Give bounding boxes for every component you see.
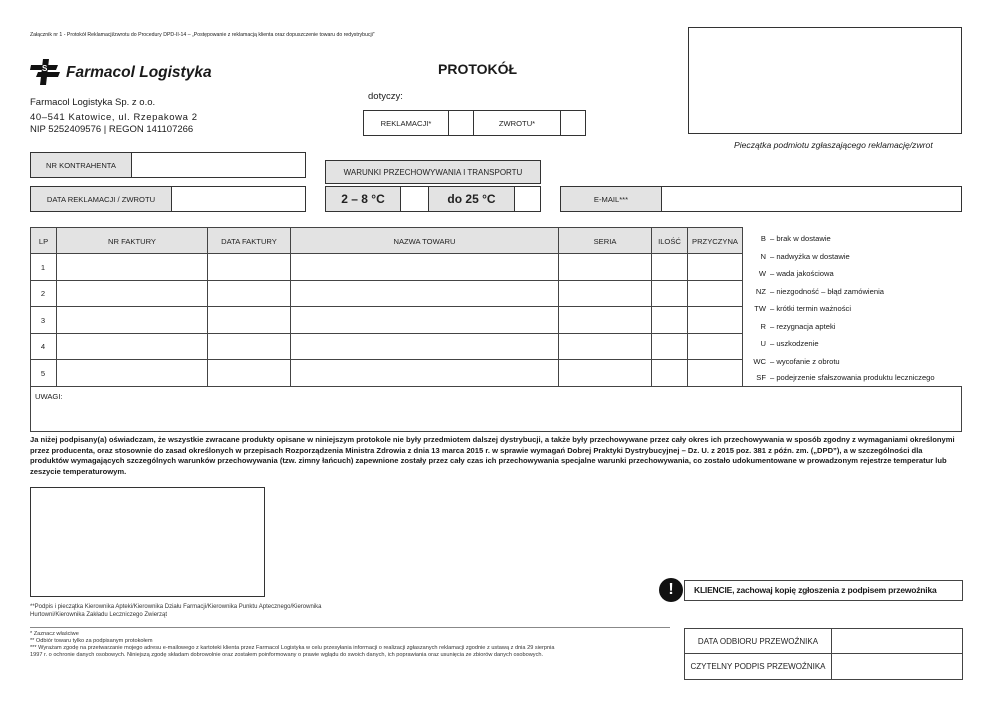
invoice-date-cell[interactable] [208, 254, 291, 280]
return-option-label: ZWROTU* [498, 118, 536, 128]
batch-cell[interactable] [559, 307, 652, 333]
table-row [30, 306, 742, 333]
column-header-lp: LP [31, 228, 57, 254]
storage-option-25: do 25 °C [429, 187, 515, 211]
legend-item [746, 265, 834, 282]
legend-item [746, 335, 819, 352]
column-header-reason: PRZYCZYNA [692, 236, 738, 246]
column-header-batch: SERIA [559, 228, 652, 254]
signature-caption: **Podpis i pieczątka Kierownika Apteki/Kierownika Działu Farmacji/Kierownika Punktu Aptecznego/Kierownika Hurtowni/Kierownika Zakładu Leczniczego Zwierząt [30, 604, 322, 618]
legend-code: N [760, 251, 766, 261]
reason-cell[interactable] [688, 281, 742, 307]
legend-text: – krótki termin ważności [770, 304, 852, 313]
legend-item [746, 230, 831, 247]
column-header-invoice-number: NR FAKTURY [57, 228, 208, 254]
legend-item [746, 248, 850, 265]
legend-code: SF [756, 373, 766, 382]
page-title: PROTOKÓŁ [438, 61, 518, 77]
attachment-note: Załącznik nr 1 - Protokół Reklamacji/zwrotu do Procedury DPD-II-14 – „Postępowanie z reklamacją klienta oraz dopuszczenie towaru do redystrybucji” [30, 32, 375, 38]
storage-conditions-options [325, 186, 541, 212]
company-address: 40–541 Katowice, ul. Rzepakowa 2 [30, 112, 198, 123]
carrier-signature-input[interactable] [832, 654, 962, 679]
batch-cell[interactable] [559, 281, 652, 307]
legend-code: B [760, 234, 766, 243]
carrier-signature-label: CZYTELNY PODPIS PRZEWOŹNIKA [685, 654, 832, 679]
footnote: ** Odbiór towaru tylko za podpisanym protokołem [30, 638, 153, 644]
company-logo-text: Farmacol Logistyka [66, 64, 212, 81]
product-name-cell[interactable] [291, 334, 559, 360]
legend-text: – niezgodność – błąd zamówienia [770, 286, 884, 296]
legend-code: NZ [755, 286, 766, 296]
table-row [30, 359, 742, 386]
legend-item [746, 283, 884, 300]
legend-item [746, 318, 835, 335]
declaration-text: Ja niżej podpisany(a) oświadczam, że wszystkie zwracane produkty opisane w niniejszym protokole nie były przedmiotem dalszej dystrybucji, a także były przechowywane przez cały okres ich przechowywania w sposób zgodny z wymaganiami określonymi przez producenta, oraz stosownie do zasad określonych w przepisach Rozporządzenia Ministra Zdrowia z dnia 13 marca 2015 r. w sprawie wymagań Dobrej Praktyki Dystrybucyjnej – Dz. U. z 2015 poz. 381 z późn. zm. („DPD”), a w szczególności dla produktów wymagających szczególnych warunków przechowywania (tzw. zimny łańcuch) zapewnione zostały przez cały czas ich przechowywania specjalne warunki przechowywania, co zostało udokumentowane w prowadzonym rejestrze temperatur lub zeszycie temperaturowym. [30, 435, 955, 477]
legend-text: – wada jakościowa [770, 269, 834, 278]
footnote: * Zaznacz właściwe [30, 631, 79, 637]
row-number: 1 [30, 254, 57, 280]
row-number: 2 [30, 281, 57, 307]
row-number: 5 [30, 360, 57, 387]
remarks-field[interactable] [30, 386, 962, 432]
complaint-option-label: REKLAMACJI* [380, 118, 432, 128]
farmacol-logo-icon [30, 57, 62, 87]
legend-code: U [760, 339, 766, 348]
legend-text: – uszkodzenie [770, 339, 819, 348]
legend-text: – brak w dostawie [770, 234, 831, 243]
complaint-date-field [30, 186, 306, 212]
client-notice-box [684, 580, 963, 601]
row-number: 3 [30, 307, 57, 333]
product-name-cell[interactable] [291, 281, 559, 307]
pickup-date-label: DATA ODBIORU PRZEWOŹNIKA [685, 629, 832, 654]
signature-box[interactable] [30, 487, 265, 597]
invoice-date-cell[interactable] [208, 281, 291, 307]
legend-item [746, 369, 935, 386]
storage-25-checkbox[interactable] [515, 187, 540, 211]
contractor-number-input[interactable] [132, 153, 305, 177]
legend-text: – wycofanie z obrotu [770, 356, 840, 366]
legend-code: TW [754, 304, 766, 313]
invoice-number-cell[interactable] [57, 360, 208, 387]
remarks-label: UWAGI: [35, 392, 63, 401]
reason-cell[interactable] [688, 360, 742, 387]
complaint-checkbox[interactable] [449, 111, 473, 135]
email-field [560, 186, 962, 212]
contractor-number-field [30, 152, 306, 178]
stamp-caption: Pieczątka podmiotu zgłaszającego reklamację/zwrot [734, 140, 933, 150]
email-input[interactable] [662, 187, 961, 211]
product-name-cell[interactable] [291, 307, 559, 333]
legend-text: – podejrzenie sfałszowania produktu leczniczego [770, 373, 935, 382]
invoice-number-cell[interactable] [57, 281, 208, 307]
invoice-date-cell[interactable] [208, 334, 291, 360]
invoice-number-cell[interactable] [57, 254, 208, 280]
invoice-date-cell[interactable] [208, 307, 291, 333]
email-label: E-MAIL*** [561, 187, 662, 211]
column-header-invoice-date: DATA FAKTURY [208, 228, 291, 254]
invoice-number-cell[interactable] [57, 334, 208, 360]
stamp-box[interactable] [688, 27, 962, 134]
batch-cell[interactable] [559, 334, 652, 360]
exclamation-icon: ! [659, 578, 683, 602]
complaint-date-label: DATA REKLAMACJI / ZWROTU [31, 187, 172, 211]
legend-item [746, 300, 851, 317]
legend-item [746, 353, 840, 370]
footnote-divider [30, 627, 670, 628]
return-checkbox[interactable] [561, 111, 585, 135]
batch-cell[interactable] [559, 254, 652, 280]
batch-cell[interactable] [559, 360, 652, 387]
quantity-cell[interactable] [652, 360, 688, 387]
column-header-product-name: NAZWA TOWARU [291, 228, 559, 254]
storage-conditions-header [325, 160, 541, 184]
table-row [30, 253, 742, 280]
invoice-number-cell[interactable] [57, 307, 208, 333]
complaint-date-input[interactable] [172, 187, 305, 211]
quantity-cell[interactable] [652, 254, 688, 280]
reason-cell[interactable] [688, 334, 742, 360]
reason-cell[interactable] [688, 307, 742, 333]
company-name: Farmacol Logistyka Sp. z o.o. [30, 97, 156, 108]
concerns-label: dotyczy: [368, 91, 403, 102]
client-notice-text: KLIENCIE, zachowaj kopię zgłoszenia z podpisem przewoźnika [694, 585, 937, 595]
legend-code: W [758, 269, 766, 278]
storage-2-8-checkbox[interactable] [401, 187, 429, 211]
contractor-number-label: NR KONTRAHENTA [31, 153, 132, 177]
table-header [31, 228, 742, 254]
svg-text:S: S [42, 64, 48, 73]
pickup-date-input[interactable] [832, 629, 962, 654]
legend-text: – nadwyżka w dostawie [770, 251, 850, 261]
table-row [30, 333, 742, 360]
column-header-quantity: ILOŚĆ [652, 228, 688, 254]
concerns-box [363, 110, 586, 136]
legend-text: – rezygnacja apteki [770, 321, 836, 331]
quantity-cell[interactable] [652, 281, 688, 307]
quantity-cell[interactable] [652, 307, 688, 333]
company-ids: NIP 5252409576 | REGON 141107266 [30, 124, 194, 135]
product-name-cell[interactable] [291, 360, 559, 387]
row-number: 4 [30, 334, 57, 360]
table-row [30, 280, 742, 307]
legend-code: R [760, 321, 766, 331]
carrier-table [684, 628, 963, 680]
storage-option-2-8: 2 – 8 °C [326, 187, 401, 211]
product-name-cell[interactable] [291, 254, 559, 280]
storage-conditions-label: WARUNKI PRZECHOWYWANIA I TRANSPORTU [343, 167, 523, 177]
legend-code: WC [753, 356, 766, 366]
quantity-cell[interactable] [652, 334, 688, 360]
invoice-date-cell[interactable] [208, 360, 291, 387]
reason-cell[interactable] [688, 254, 742, 280]
footnote: *** Wyrażam zgodę na przetwarzanie mojego adresu e-mailowego z kartoteki klienta przez Farmacol Logistyka w celu przesyłania informacji o realizacji zgłaszanych reklamacji zgodnie z ustawą z dnia 29 sierpnia 1997 r. o ochronie danych osobowych. Niniejszą zgodę składam dobrowolnie oraz zostałem poinformowany o prawie wglądu do swoich danych, ich poprawiania oraz usunięcia ze zbiorów danych osobowych. [30, 645, 555, 658]
